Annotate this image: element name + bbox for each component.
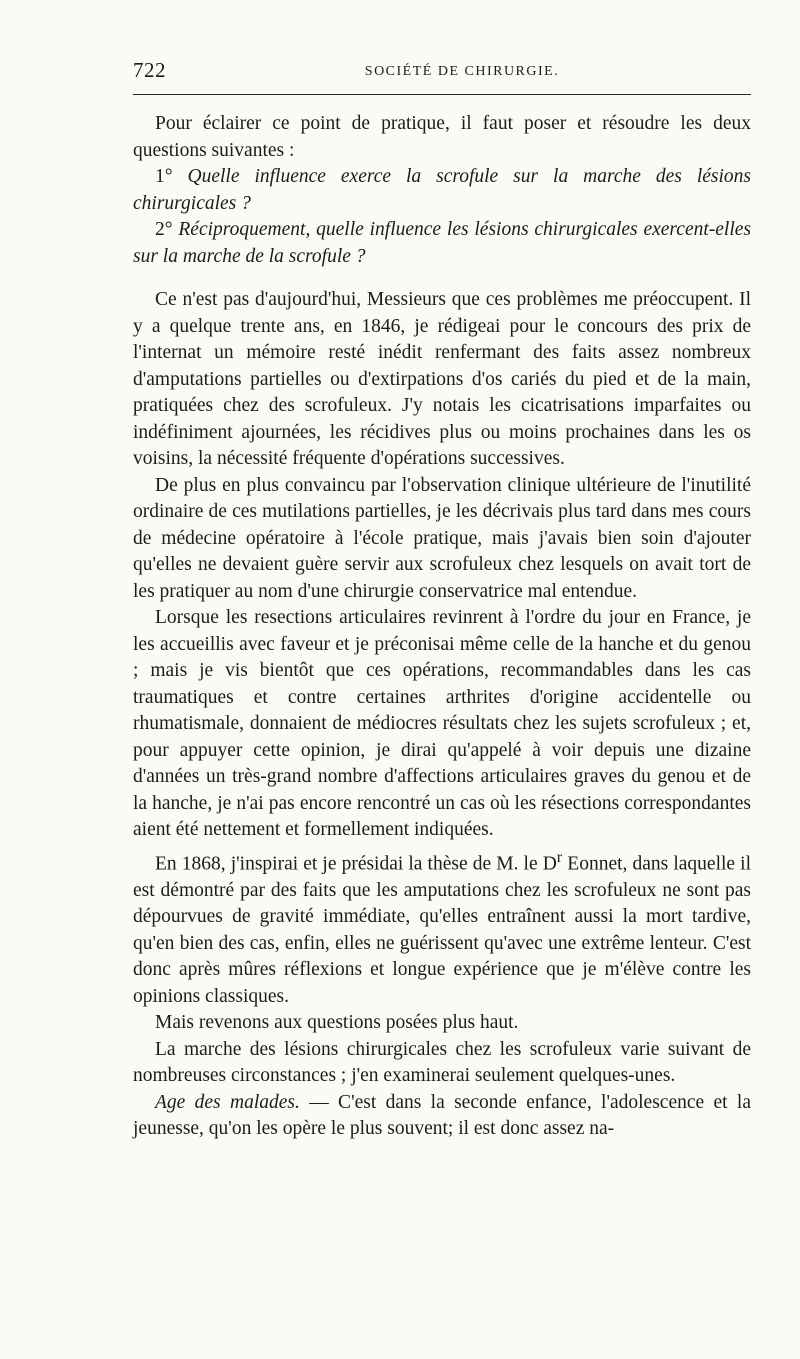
page-body <box>133 111 751 1143</box>
page-number: 722 <box>133 58 166 82</box>
paragraph-7: Mais revenons aux questions posées plus haut. <box>155 1012 519 1033</box>
question-1-number: 1° <box>155 166 173 187</box>
page-header <box>133 56 751 86</box>
paragraph-6-part-a: En 1868, j'inspirai et je présidai la thèse de M. le D <box>155 853 557 874</box>
paragraph-3: Ce n'est pas d'aujourd'hui, Messieurs que ces problèmes me préoccupent. Il y a quelque trente ans, en 1846, je rédigeai pour le concours des prix de l'internat un mémoire resté inédit renfermant des faits assez nombreux d'amputations partielles ou d'extirpations d'os cariés du pied et de la main, pratiquées chez des scrofuleux. J'y notais les cicatrisations imparfaites ou indéfiniment ajournées, les récidives plus ou moins prochaines dans les os voisins, la nécessité fréquente d'opérations successives. <box>133 289 751 469</box>
question-2-text: Réciproquement, quelle influence les lésions chirurgicales exercent-elles sur la marche de la scrofule ? <box>133 219 751 267</box>
paragraph-9 <box>133 1090 751 1143</box>
paragraph-4: De plus en plus convaincu par l'observation clinique ultérieure de l'inutilité ordinaire de ces mutilations partielles, je les décrivais plus tard dans mes cours de médecine opératoire à l'école pratique, mais j'avais bien soin d'ajouter qu'elles ne devaient guère servir aux scrofuleux chez lesquels on avait tort de les pratiquer au nom d'une chirurgie conservatrice mal entendue. <box>133 474 751 602</box>
question-1-text: Quelle influence exerce la scrofule sur la marche des lésions chirurgicales ? <box>133 166 752 214</box>
question-2 <box>133 217 751 270</box>
paragraph-8: La marche des lésions chirurgicales chez les scrofuleux varie suivant de nombreuses circonstances ; j'en examinerai seulement quelques-unes. <box>133 1038 751 1086</box>
paragraph-5: Lorsque les resections articulaires revinrent à l'ordre du jour en France, je les accueillis avec faveur et je préconisai même celle de la hanche et du genou ; mais je vis bientôt que ces opérations, recommandables dans les cas traumatiques et contre certaines arthrites d'origine accidentelle ou rhumatismale, donnaient de médiocres résultats chez les sujets scrofuleux ; et, pour appuyer cette opinion, je dirai qu'appelé à voir depuis une dizaine d'années un très-grand nombre d'affections articulaires graves du genou et de la hanche, je n'ai pas encore rencontré un cas où les résections correspondantes aient été nettement et formellement indiquées. <box>133 607 751 840</box>
running-title: SOCIÉTÉ DE CHIRURGIE. <box>364 64 560 79</box>
doctor-superscript: r <box>556 847 563 866</box>
section-heading-age: Age des malades. <box>155 1091 300 1113</box>
paragraph-6 <box>133 844 751 1011</box>
header-rule <box>133 94 751 95</box>
question-2-number: 2° <box>155 219 173 240</box>
paragraph-intro: Pour éclairer ce point de pratique, il faut poser et résoudre les deux questions suivantes : <box>133 113 751 161</box>
paragraph-9-text: — C'est dans la seconde enfance, l'adolescence et la jeunesse, qu'on les opère le plus souvent; il est donc assez na- <box>133 1091 751 1139</box>
question-1 <box>133 164 751 217</box>
paragraph-6-part-b: Eonnet, dans laquelle il est démontré par des faits que les amputations chez les scrofuleux ne sont pas dépourvues de gravité immédiate, qu'elles entraînent aussi la mort tardive, qu'en bien des cas, enfin, elles ne guérissent qu'avec une extrême lenteur. C'est donc après mûres réflexions et longue expérience que je m'élève contre les opinions classiques. <box>133 853 751 1007</box>
